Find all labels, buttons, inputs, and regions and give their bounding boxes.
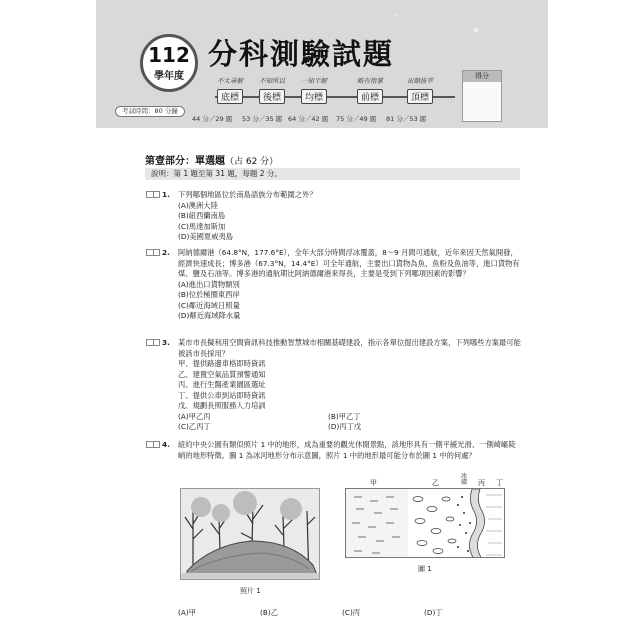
option-c[interactable]: (C)丙 (342, 608, 361, 617)
option-a[interactable]: (A)甲 (178, 608, 196, 617)
glacial-landform-diagram (345, 488, 505, 558)
question-number: 4. (162, 440, 170, 449)
diagram-label-moraine: 冰磧 (461, 473, 468, 486)
statement-item: 丁、提供公車到站即時資訊 (178, 390, 266, 400)
photo-illustration (181, 489, 320, 580)
score-box[interactable] (462, 70, 502, 122)
statement-item: 丙、進行生醫產業園區選址 (178, 380, 266, 389)
section-points: （占 62 分） (225, 157, 279, 167)
level-desc: 略有指掌 (357, 77, 383, 85)
diagram-label-bing: 丙 (478, 479, 485, 487)
option-b[interactable]: (B)紐西蘭南島 (178, 211, 226, 220)
answer-mark-box (146, 191, 160, 198)
diagram-illustration (346, 489, 505, 558)
diagram-label-jia: 甲 (370, 479, 377, 487)
question-3 (146, 338, 522, 433)
level-label: 均標 (301, 89, 327, 104)
question-text: 紐約中央公園有類似照片 1 中的地形，成為重要的觀光休閒景點，該地形具有一側平緩光滑、一側崎嶇陡峭的地形特徵。圖 1 為冰河地形分布示意圖，照片 1 中的地形最可能分布於圖 1 中的何處？ (178, 440, 516, 460)
option-b[interactable]: (B)甲乙丁 (328, 411, 361, 421)
option-a[interactable]: (A)進出口貨物類別 (178, 279, 240, 289)
level-item (395, 76, 445, 104)
option-d[interactable]: (D)丁 (424, 608, 443, 617)
options-row (178, 422, 522, 433)
option-d[interactable]: (D)丙丁戊 (328, 422, 362, 431)
option-d[interactable]: (D)美國夏威夷島 (178, 232, 234, 241)
level-desc: 不知所以 (259, 77, 285, 85)
question-number: 2. (162, 248, 170, 257)
level-label: 前標 (357, 89, 383, 104)
level-score: 81 分／53 題 (386, 115, 427, 123)
answer-mark-box (146, 249, 160, 256)
question-number: 1. (162, 190, 170, 199)
level-score-row (190, 114, 450, 124)
section-title-text: 第壹部分：單選題 (145, 156, 225, 167)
level-score: 75 分／49 題 (336, 115, 377, 123)
level-label: 後標 (259, 89, 285, 104)
level-item (345, 76, 395, 104)
question-4-options (146, 608, 522, 619)
diagram-label-yi: 乙 (432, 479, 439, 487)
option-b[interactable]: (B)乙 (260, 608, 278, 617)
option-d[interactable]: (D)鄰近海域降水量 (178, 311, 241, 320)
diagram-label-ding: 丁 (496, 479, 503, 487)
year-badge (140, 34, 198, 92)
level-desc: 出類拔萃 (407, 77, 433, 85)
option-a[interactable]: (A)甲乙丙 (178, 411, 211, 421)
level-desc: 不太尋解 (217, 77, 243, 85)
score-level-bar (205, 76, 455, 106)
answer-mark-box (146, 441, 160, 448)
statement-item: 戊、規劃長照服務人力培訓 (178, 401, 266, 410)
option-c[interactable]: (C)鄰近海域日照量 (178, 300, 240, 310)
question-number: 3. (162, 338, 170, 347)
option-c[interactable]: (C)馬達加斯加 (178, 221, 226, 231)
score-box-label: 得分 (463, 71, 501, 82)
option-b[interactable]: (B)位於極圈東西岸 (178, 290, 240, 299)
level-score: 44 分／29 題 (192, 115, 233, 123)
exam-title: 分科測驗試題 (208, 37, 395, 71)
level-desc: 一知半解 (301, 77, 327, 85)
statement-item: 乙、建置空氣品質預警通知 (178, 369, 266, 379)
level-label: 頂標 (407, 89, 433, 104)
section-title (145, 152, 278, 167)
photo-1-roche-moutonnee (180, 488, 320, 580)
answer-mark-box (146, 339, 160, 346)
year-number: 112 (148, 43, 190, 67)
diagram-caption: 圖 1 (418, 565, 432, 573)
question-1 (146, 190, 522, 243)
year-unit: 學年度 (154, 71, 184, 82)
level-score: 64 分／42 題 (288, 115, 329, 123)
level-score: 53 分／35 題 (242, 115, 283, 123)
level-label: 底標 (217, 89, 243, 104)
options-row (178, 412, 522, 423)
exam-time-pill: 考試時間：80 分鐘 (115, 106, 185, 117)
question-2 (146, 248, 522, 322)
question-4 (146, 440, 522, 461)
options-row (178, 608, 522, 619)
photo-caption: 照片 1 (240, 587, 261, 595)
question-text: 下列哪個地區位於南島語族分布範圍之外？ (178, 190, 317, 199)
level-item (289, 76, 339, 104)
question-text: 某市市長擬利用空間資訊科技推動智慧城市相關基礎建設，指示各單位提出建設方案，下列哪些方案最可能被該市長採用？ (178, 338, 521, 358)
option-a[interactable]: (A)澳洲大陸 (178, 200, 218, 210)
section-instructions: 說明：第 1 題至第 31 題，每題 2 分。 (145, 168, 520, 180)
question-text: 阿納德爾港（64.8°N，177.6°E），全年大部分時間浮冰覆蓋，8～9 月間可通航，近年來因天然氣開發，經濟快速成長；博多港（67.3°N，14.4°E）可全年通航，主要出口貨物為魚、魚粉及魚油等，進口貨物有煤、鹽及石油等。博多港的通航期比阿納德爾港來得長，主要是受到下列哪項因素的影響？ (178, 248, 520, 278)
statement-item: 甲、提供路邊車格即時資訊 (178, 359, 266, 368)
option-c[interactable]: (C)乙丙丁 (178, 422, 211, 431)
